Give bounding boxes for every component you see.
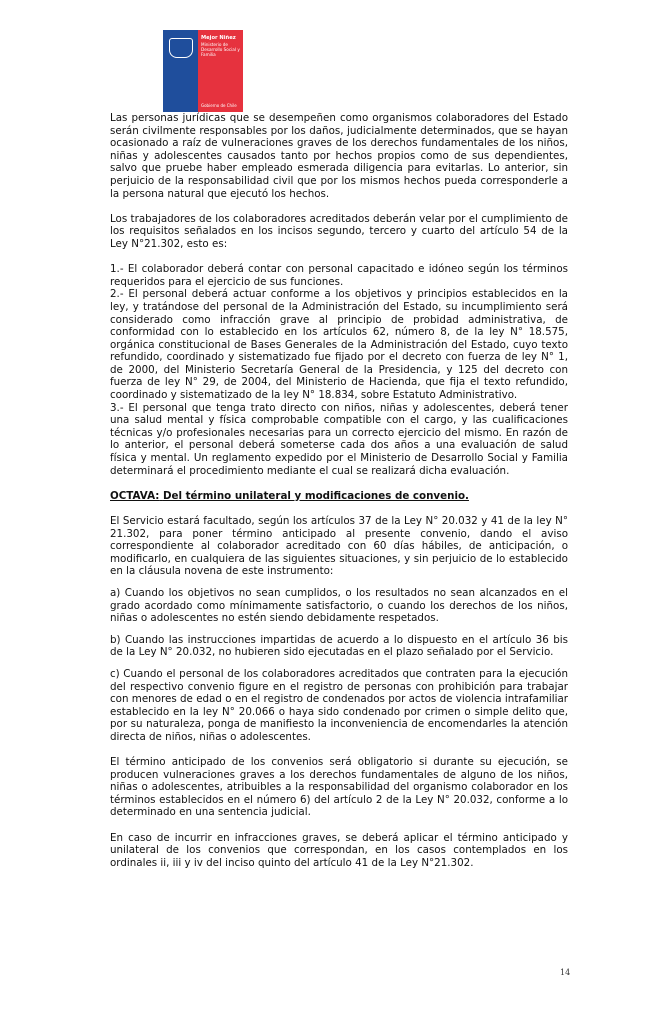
list-item-2: 2.- El personal deberá actuar conforme a los objetivos y principios establecidos en la ley, y tratándose del personal de la Administración del Estado, su incumplimiento será considerado como infracción grave al principio de probidad administrativa, de conformidad con lo establecido en los artículos 62, número 8, de la ley N° 18.575, orgánica constitucional de Bases Generales de la Administración del Estado, cuyo texto refundido, coordinado y sistematizado fue fijado por el decreto con fuerza de ley N° 1, de 2000, del Ministerio Secretaría General de la Presidencia, y 125 del decreto con fuerza de ley N° 29, de 2004, del Ministerio de Hacienda, que fija el texto refundido, coordinado y sistematizado de la ley N° 18.834, sobre Estatuto Administrativo. [110,288,568,402]
section-heading [110,490,568,503]
list-item-3: 3.- El personal que tenga trato directo con niños, niñas y adolescentes, deberá tener una salud mental y física comprobable compatible con el cargo, y las cualificaciones técnicas y/o profesionales necesarias para un correcto ejercicio del mismo. En razón de lo anterior, el personal deberá someterse cada dos años a una evaluación de salud física y mental. Un reglamento expedido por el Ministerio de Desarrollo Social y Familia determinará el procedimiento mediante el cual se realizará dicha evaluación. [110,401,568,477]
logo-blue-panel [163,30,198,112]
paragraph-service-termination: El Servicio estará facultado, según los artículos 37 de la Ley N° 20.032 y 41 de la ley N° 21.302, para poner término anticipado al presente convenio, dando el aviso correspondiente al colaborador acreditado con 60 días hábiles, de anticipación, o modificarlo, en cualquiera de las siguientes situaciones, y sin perjuicio de lo establecido en la cláusula novena de este instrumento: [110,515,568,578]
logo-red-panel [198,30,243,112]
document-body [110,112,568,869]
logo-brand: Mejor Niñez [201,35,236,41]
paragraph-mandatory-termination: El término anticipado de los convenios será obligatorio si durante su ejecución, se producen vulneraciones graves a los derechos fundamentales de alguno de los niños, niñas o adolescentes, atribuibles a la responsabilidad del organismo colaborador en los términos establecidos en el número 6) del artículo 2 de la Ley N° 20.032, conforme a lo determinado en una sentencia judicial. [110,756,568,819]
section-label: OCTAVA: [110,489,160,502]
logo-ministry: Ministerio de Desarrollo Social y Familia [201,42,240,57]
clause-a: a) Cuando los objetivos no sean cumplidos, o los resultados no sean alcanzados en el grado acordado como mínimamente satisfactorio, o cuando los derechos de los niños, niñas o adolescentes no estén siendo debidamente respetados. [110,586,568,625]
mejor-ninez-logo [163,30,243,112]
paragraph-civil-liability: Las personas jurídicas que se desempeñen como organismos colaboradores del Estado serán civilmente responsables por los daños, judicialmente determinados, que se hayan ocasionado a raíz de vulneraciones graves de los derechos fundamentales de los niños, niñas y adolescentes causados tanto por hechos propios como de sus dependientes, salvo que pruebe haber empleado esmerada diligencia para evitarlas. Lo anterior, sin perjuicio de la responsabilidad civil que por los mismos hechos pueda corresponderle a la persona natural que ejecutó los hechos. [110,112,568,200]
clause-b: b) Cuando las instrucciones impartidas de acuerdo a lo dispuesto en el artículo 36 bis de la Ley N° 20.032, no hubieren sido ejecutadas en el plazo señalado por el Servicio. [110,633,568,659]
paragraph-worker-requirements: Los trabajadores de los colaboradores acreditados deberán velar por el cumplimiento de los requisitos señalados en los incisos segundo, tercero y cuarto del artículo 54 de la Ley N°21.302, esto es: [110,212,568,250]
list-item-1: 1.- El colaborador deberá contar con personal capacitado e idóneo según los términos requeridos para el ejercicio de sus funciones. [110,263,568,288]
logo-government: Gobierno de Chile [201,103,237,108]
government-emblem-icon [169,38,193,58]
paragraph-serious-infractions: En caso de incurrir en infracciones graves, se deberá aplicar el término anticipado y unilateral de los convenios que correspondan, en los casos contemplados en los ordinales ii, iii y iv del inciso quinto del artículo 41 de la Ley N°21.302. [110,831,568,869]
clause-c: c) Cuando el personal de los colaboradores acreditados que contraten para la ejecución del respectivo convenio figure en el registro de personas con prohibición para trabajar con menores de edad o en el registro de condenados por actos de violencia intrafamiliar establecido en la ley N° 20.066 o haya sido condenado por crimen o simple delito que, por su naturaleza, ponga de manifiesto la inconveniencia de encomendarles la atención directa de niños, niñas o adolescentes. [110,667,568,743]
section-title: Del término unilateral y modificaciones de convenio. [162,489,469,502]
page-number: 14 [560,968,571,977]
